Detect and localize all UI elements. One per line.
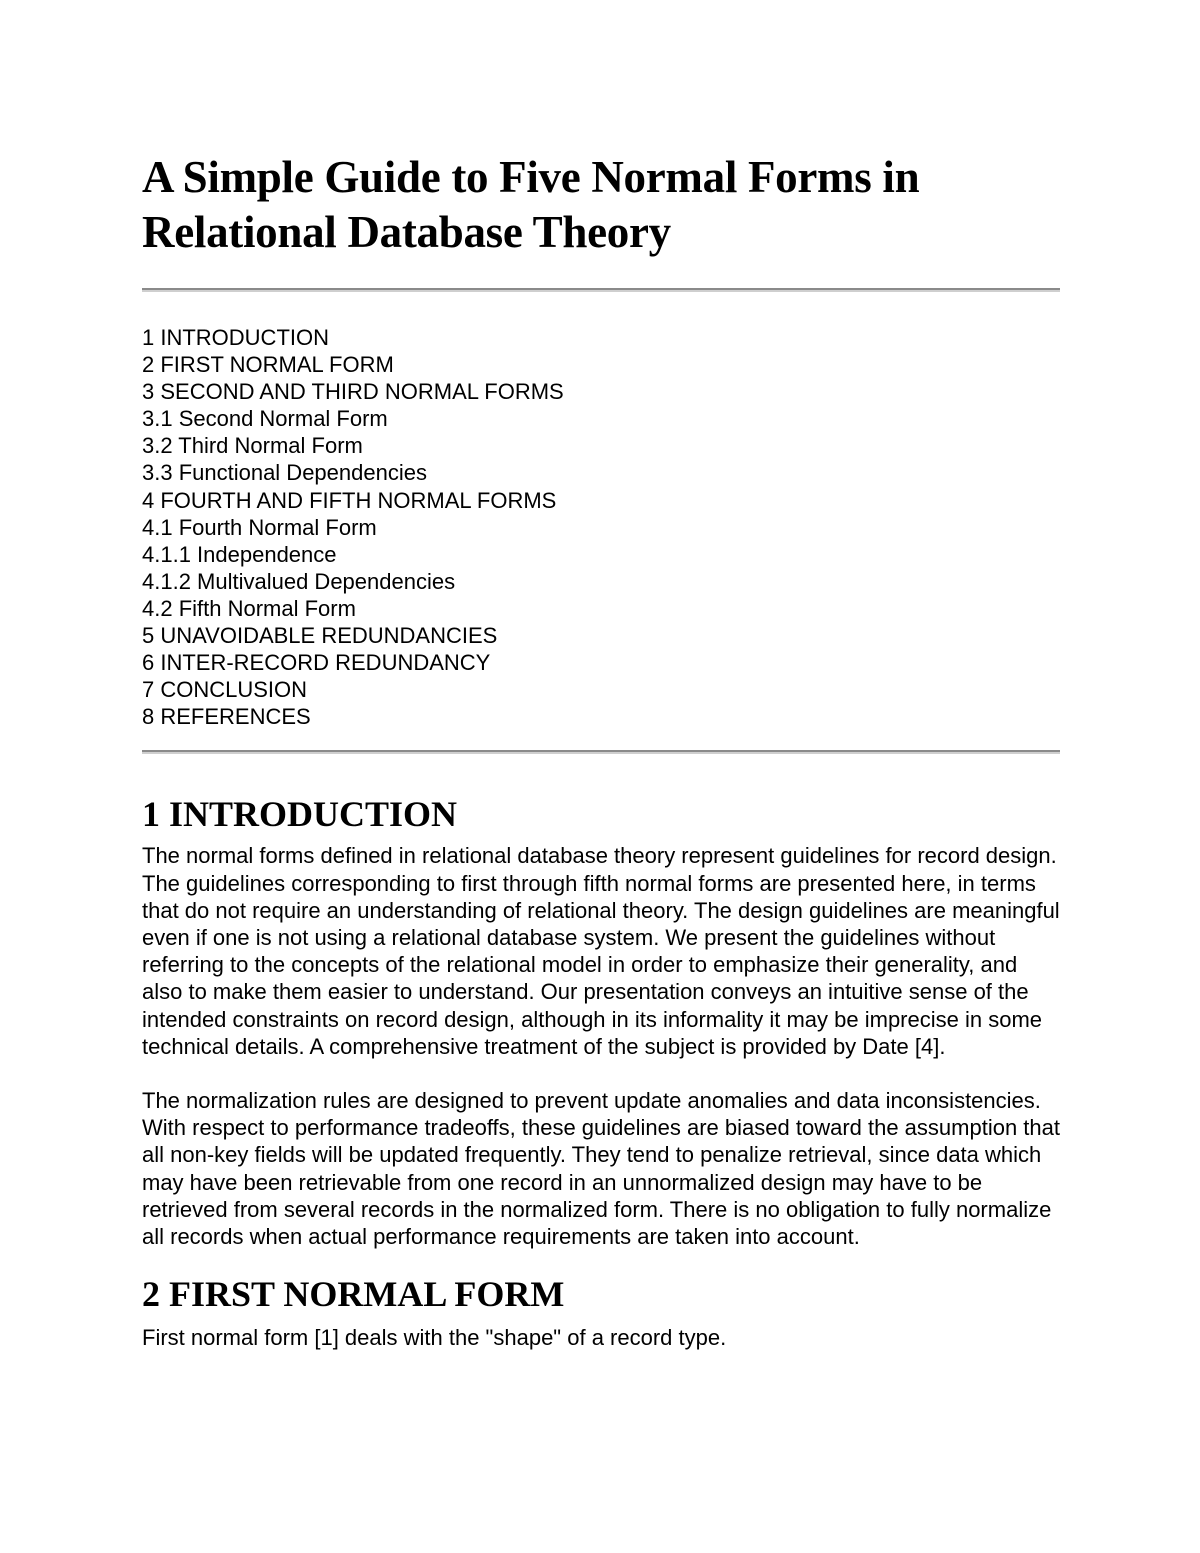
toc-item-inter-record-redundancy[interactable]: 6 INTER-RECORD REDUNDANCY: [142, 650, 491, 676]
section-heading-first-normal-form: 2 FIRST NORMAL FORM: [142, 1274, 565, 1315]
table-of-contents: [142, 324, 1060, 730]
toc-item-references[interactable]: 8 REFERENCES: [142, 704, 311, 730]
toc-item-multivalued-dependencies[interactable]: 4.1.2 Multivalued Dependencies: [142, 568, 456, 594]
paragraph: First normal form [1] deals with the "shape" of a record type.: [142, 1325, 727, 1351]
section-heading-introduction: 1 INTRODUCTION: [142, 794, 458, 835]
toc-item-independence[interactable]: 4.1.1 Independence: [142, 541, 337, 567]
horizontal-rule: [142, 750, 1060, 754]
toc-item-third-normal-form[interactable]: 3.2 Third Normal Form: [142, 433, 363, 459]
toc-item-introduction[interactable]: 1 INTRODUCTION: [142, 325, 329, 350]
toc-item-functional-dependencies[interactable]: 3.3 Functional Dependencies: [142, 460, 427, 486]
toc-item-fourth-normal-form[interactable]: 4.1 Fourth Normal Form: [142, 514, 377, 540]
toc-item-fourth-fifth-normal-forms[interactable]: 4 FOURTH AND FIFTH NORMAL FORMS: [142, 487, 557, 513]
document-page: [142, 150, 1060, 1351]
document-title: A Simple Guide to Five Normal Forms in Relational Database Theory: [142, 152, 920, 257]
toc-item-first-normal-form[interactable]: 2 FIRST NORMAL FORM: [142, 352, 394, 378]
toc-item-fifth-normal-form[interactable]: 4.2 Fifth Normal Form: [142, 595, 356, 621]
paragraph: The normalization rules are designed to prevent update anomalies and data inconsistencies. With respect to performance tradeoffs, these guidelines are biased toward the assumption that all non-key fields will be updated frequently. They tend to penalize retrieval, since data which may have been retrievable from one record in an unnormalized design may have to be retrieved from several records in the normalized form. There is no obligation to fully normalize all records when actual performance requirements are taken into account.: [142, 1088, 1060, 1250]
horizontal-rule: [142, 288, 1060, 292]
toc-item-conclusion[interactable]: 7 CONCLUSION: [142, 677, 308, 703]
toc-item-unavoidable-redundancies[interactable]: 5 UNAVOIDABLE REDUNDANCIES: [142, 623, 498, 649]
paragraph: The normal forms defined in relational database theory represent guidelines for record design. The guidelines corresponding to first through fifth normal forms are presented here, in terms that do not require an understanding of relational theory. The design guidelines are meaningful even if one is not using a relational database system. We present the guidelines without referring to the concepts of the relational model in order to emphasize their generality, and also to make them easier to understand. Our presentation conveys an intuitive sense of the intended constraints on record design, although in its informality it may be imprecise in some technical details. A comprehensive treatment of the subject is provided by Date [4].: [142, 843, 1060, 1059]
toc-item-second-third-normal-forms[interactable]: 3 SECOND AND THIRD NORMAL FORMS: [142, 379, 564, 405]
toc-item-second-normal-form[interactable]: 3.1 Second Normal Form: [142, 406, 388, 432]
